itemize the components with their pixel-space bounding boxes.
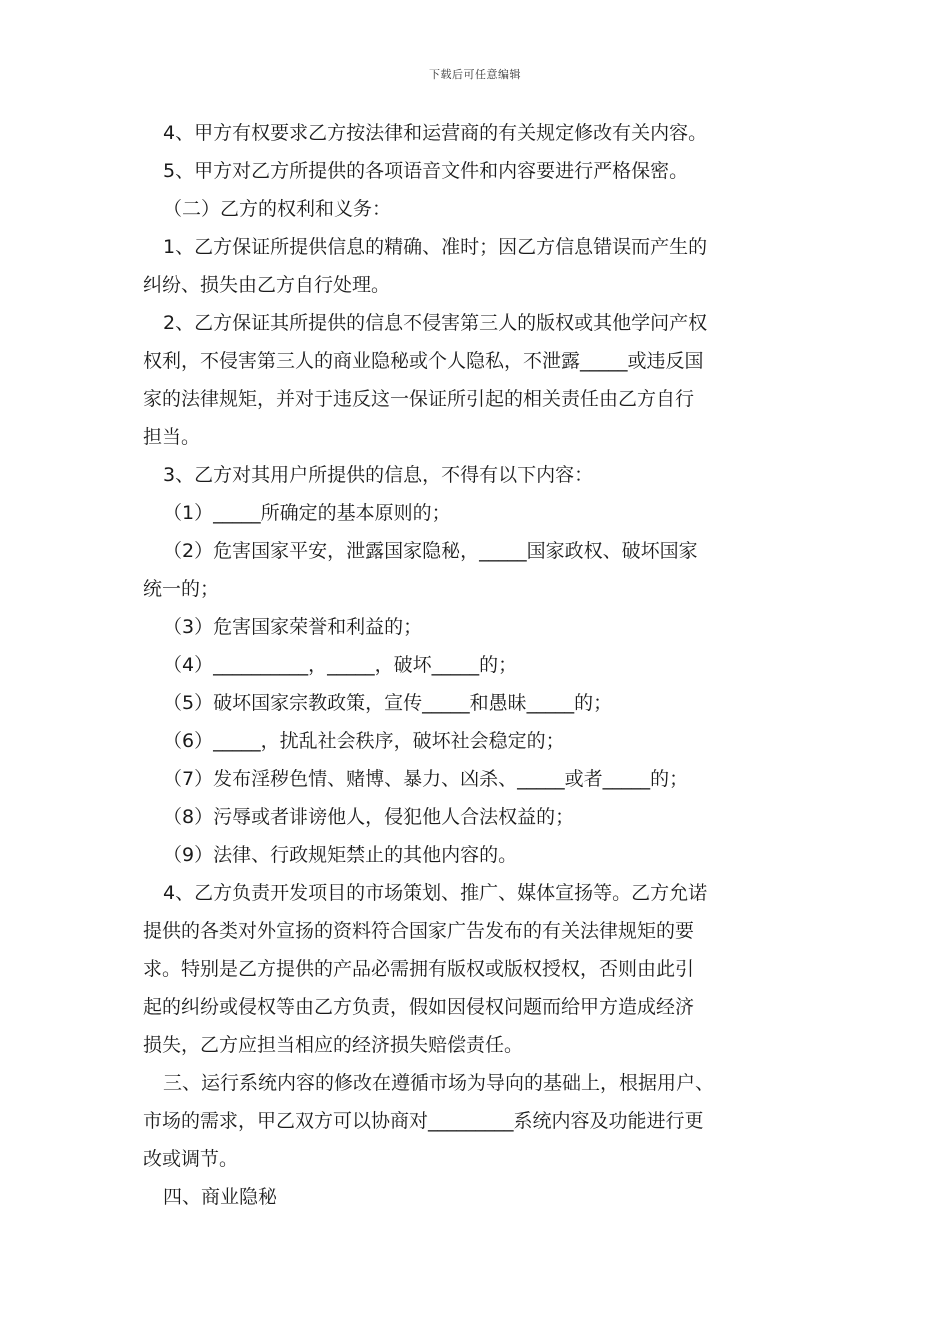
section-heading: （二）乙方的权利和义务： [163,198,392,220]
paragraph-line: 损失，乙方应担当相应的经济损失赔偿责任。 [143,1034,524,1056]
list-item: （4）__________，_____，破坏_____的； [163,654,518,676]
list-item: （7）发布淫秽色情、赌博、暴力、凶杀、_____或者_____的； [163,768,689,790]
list-item: （6）_____，扰乱社会秩序，破坏社会稳定的； [163,730,565,752]
list-item: （8）污辱或者诽谤他人，侵犯他人合法权益的； [163,806,575,828]
list-item: （2）危害国家平安，泄露国家隐秘，_____国家政权、破坏国家 [163,540,698,562]
paragraph-line: 2、乙方保证其所提供的信息不侵害第三人的版权或其他学问产权 [163,312,708,334]
paragraph-line: 3、乙方对其用户所提供的信息，不得有以下内容： [163,464,594,486]
paragraph-line: 4、乙方负责开发项目的市场策划、推广、媒体宣扬等。乙方允诺 [163,882,708,904]
paragraph-line: 4、甲方有权要求乙方按法律和运营商的有关规定修改有关内容。 [163,122,708,144]
section-heading: 四、商业隐秘 [163,1186,278,1208]
paragraph-line: 权利，不侵害第三人的商业隐秘或个人隐私，不泄露_____或违反国 [143,350,704,372]
paragraph-line: 起的纠纷或侵权等由乙方负责，假如因侵权问题而给甲方造成经济 [143,996,695,1018]
list-item: （9）法律、行政规矩禁止的其他内容的。 [163,844,518,866]
paragraph-line: 5、甲方对乙方所提供的各项语音文件和内容要进行严格保密。 [163,160,689,182]
list-item: （3）危害国家荣誉和利益的； [163,616,423,638]
page-header: 下载后可任意编辑 [429,68,521,81]
paragraph-line: 纠纷、损失由乙方自行处理。 [143,274,391,296]
paragraph-line: 市场的需求，甲乙双方可以协商对_________系统内容及功能进行更 [143,1110,704,1132]
list-item-continuation: 统一的； [143,578,220,600]
list-item: （5）破坏国家宗教政策，宣传_____和愚昧_____的； [163,692,613,714]
list-item: （1）_____所确定的基本原则的； [163,502,451,524]
paragraph-line: 1、乙方保证所提供信息的精确、准时；因乙方信息错误而产生的 [163,236,708,258]
paragraph-line: 求。特别是乙方提供的产品必需拥有版权或版权授权，否则由此引 [143,958,695,980]
paragraph-line: 改或调节。 [143,1148,239,1170]
section-paragraph: 三、运行系统内容的修改在遵循市场为导向的基础上，根据用户、 [163,1072,715,1094]
document-body [143,114,813,1216]
paragraph-line: 担当。 [143,426,201,448]
paragraph-line: 家的法律规矩，并对于违反这一保证所引起的相关责任由乙方自行 [143,388,695,410]
paragraph-line: 提供的各类对外宣扬的资料符合国家广告发布的有关法律规矩的要 [143,920,695,942]
